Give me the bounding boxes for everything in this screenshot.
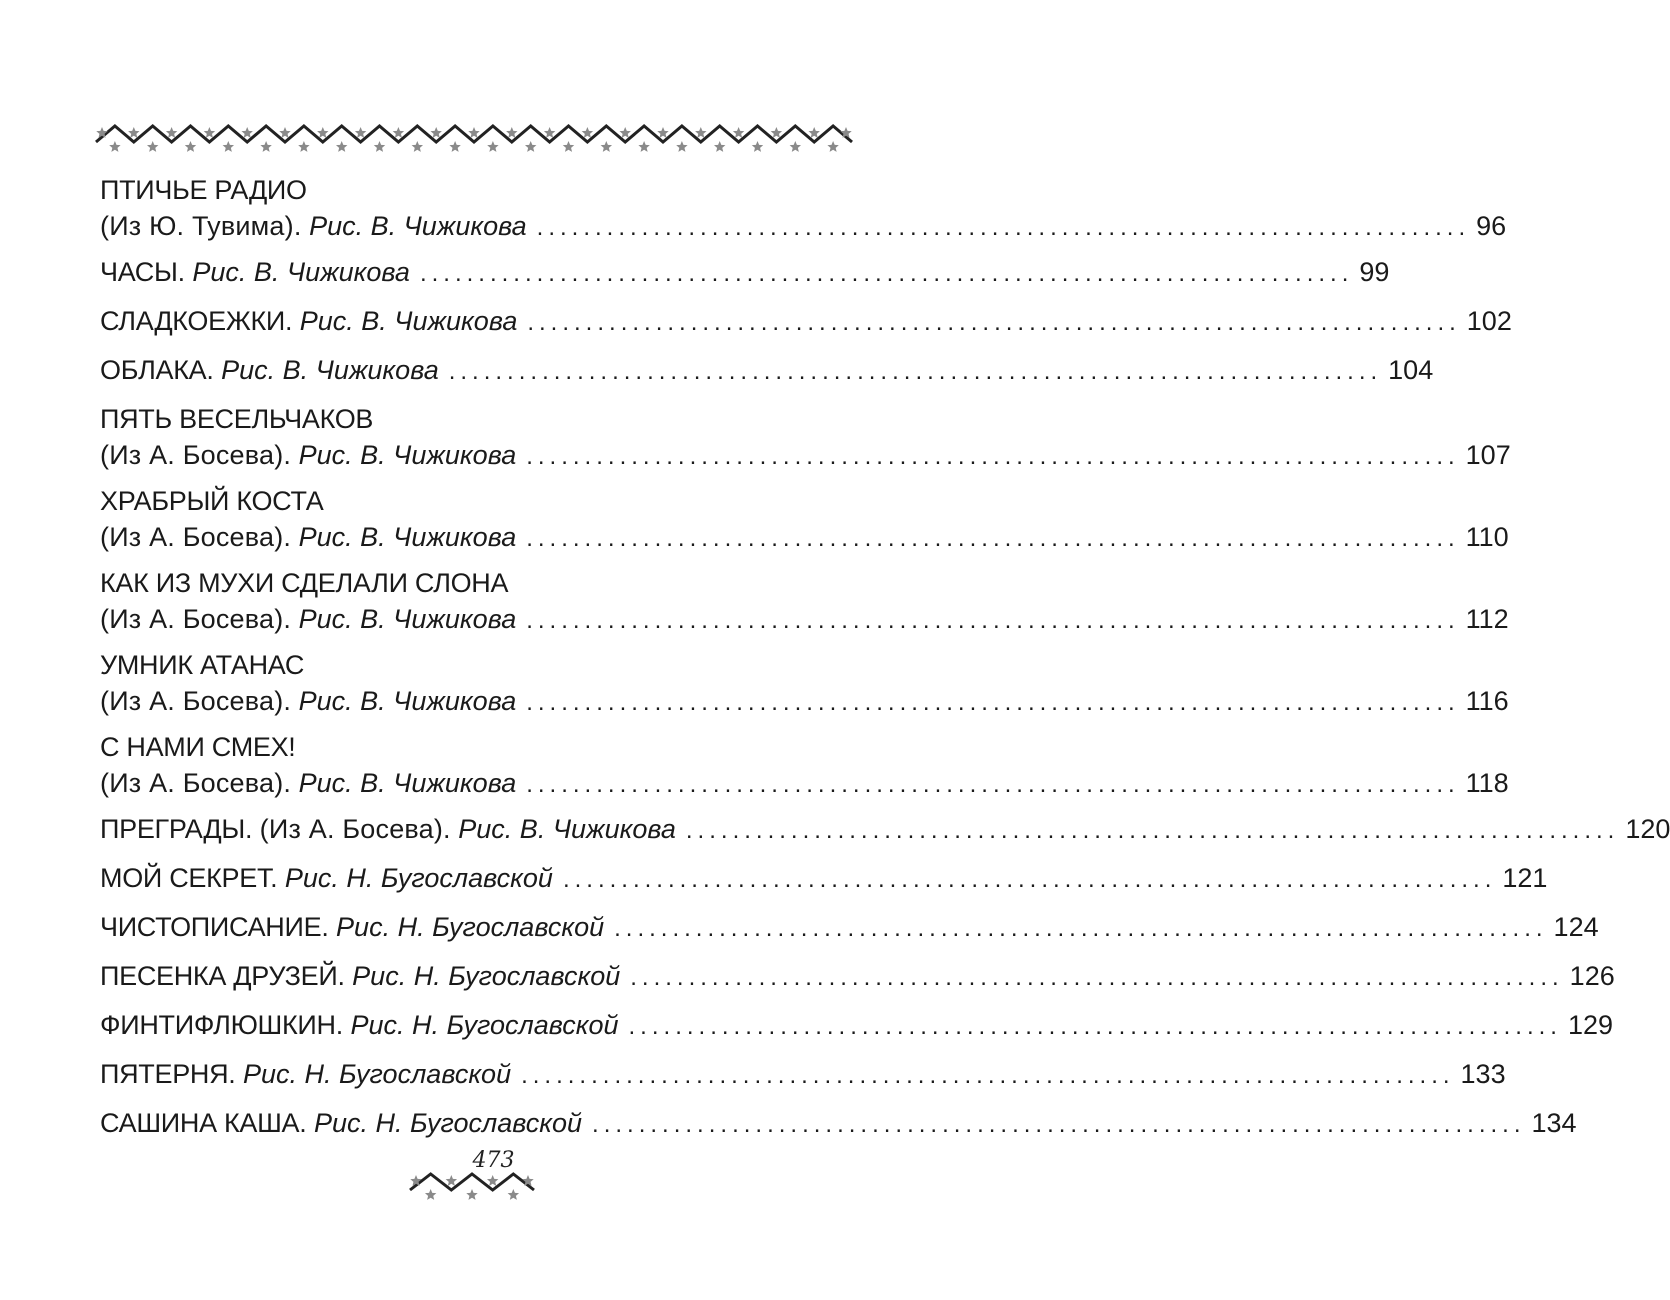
toc-entry-source-note: (Из А. Босева). (100, 604, 292, 634)
toc-entry (100, 172, 1507, 246)
toc-entry-row (100, 1056, 1506, 1094)
toc-entry-page-number: 129 (1567, 1010, 1614, 1040)
toc-entry-illustrator: Рис. В. Чижикова (221, 355, 439, 385)
toc-entry-row (100, 1007, 1614, 1045)
toc-entry-source-note: (Из А. Босева). (100, 522, 292, 552)
toc-entry-source-note: (Из Ю. Тувима). (100, 211, 302, 241)
toc-entry-lead (100, 254, 410, 290)
toc-entry-page-number: 96 (1476, 211, 1507, 241)
toc-entry-page-number: 112 (1465, 604, 1509, 634)
zigzag-star-border-top-icon (96, 120, 852, 154)
toc-entry-row (100, 1105, 1577, 1143)
toc-entry-title: ЧИСТОПИСАНИЕ. (100, 912, 329, 942)
toc-entry-row (100, 765, 1509, 803)
toc-entry-page-number: 116 (1465, 686, 1509, 716)
toc-leader-dots: ................................................................................ (562, 866, 1497, 893)
toc-leader-dots: ................................................................................ (521, 1062, 1455, 1089)
toc-entry-row (100, 958, 1615, 996)
toc-leader-dots: ................................................................................ (685, 817, 1620, 844)
toc-entry-page-number: 126 (1569, 961, 1615, 991)
toc-entry-row (100, 683, 1509, 721)
table-of-contents (100, 172, 1670, 1154)
toc-entry-illustrator: Рис. Н. Бугославской (350, 1010, 619, 1040)
toc-leader-dots: ................................................................................ (614, 915, 1548, 942)
toc-entry-row (100, 437, 1511, 475)
toc-entry (100, 1105, 1577, 1143)
toc-entry (100, 352, 1434, 390)
toc-entry-row (100, 208, 1507, 246)
toc-entry-illustrator: Рис. В. Чижикова (298, 522, 517, 552)
toc-entry-lead (100, 811, 676, 847)
toc-entry-illustrator: Рис. Н. Бугославской (284, 863, 553, 893)
toc-entry-page-number: 118 (1465, 768, 1509, 798)
toc-entry (100, 565, 1509, 639)
toc-leader-dots: ................................................................................ (628, 1013, 1562, 1040)
toc-entry-lead (100, 1105, 582, 1141)
toc-entry-title: ПЕСЕНКА ДРУЗЕЙ. (100, 961, 345, 991)
toc-entry-lead (100, 1056, 511, 1092)
toc-entry-lead (100, 909, 604, 945)
toc-entry-lead (100, 519, 516, 555)
toc-entry (100, 647, 1509, 721)
toc-entry-page-number: 133 (1460, 1059, 1506, 1089)
toc-entry (100, 401, 1511, 475)
toc-entry-title: ПРЕГРАДЫ. (100, 814, 253, 844)
toc-entry-illustrator: Рис. В. Чижикова (299, 306, 518, 336)
toc-entry-lead (100, 958, 620, 994)
toc-entry-row (100, 601, 1509, 639)
toc-entry-title: ХРАБРЫЙ КОСТА (100, 486, 324, 516)
toc-entry-title: КАК ИЗ МУХИ СДЕЛАЛИ СЛОНА (100, 568, 509, 598)
toc-entry-lead (100, 208, 527, 244)
toc-entry-title: СЛАДКОЕЖКИ. (100, 306, 293, 336)
toc-entry-lead (100, 601, 516, 637)
toc-entry-illustrator: Рис. Н. Бугославской (313, 1108, 583, 1138)
toc-entry-lead (100, 683, 516, 719)
toc-entry-page-number: 102 (1466, 306, 1512, 336)
toc-entry-illustrator: Рис. В. Чижикова (192, 257, 410, 287)
toc-entry (100, 811, 1670, 849)
toc-entry-page-number: 134 (1531, 1108, 1577, 1138)
toc-entry-lead (100, 765, 516, 801)
toc-leader-dots: ................................................................................ (630, 964, 1564, 991)
toc-leader-dots: ................................................................................ (448, 358, 1383, 385)
toc-entry-page-number: 99 (1359, 257, 1390, 287)
toc-leader-dots: ................................................................................ (592, 1111, 1526, 1138)
toc-entry (100, 860, 1548, 898)
toc-entry-title: ПЯТЬ ВЕСЕЛЬЧАКОВ (100, 404, 374, 434)
toc-entry-title: ПЯТЕРНЯ. (100, 1059, 236, 1089)
toc-entry-row (100, 860, 1548, 898)
toc-entry-row (100, 254, 1390, 292)
toc-entry-row (100, 909, 1599, 947)
zigzag-star-border-bottom-icon (410, 1168, 534, 1202)
toc-entry-page-number: 120 (1625, 814, 1670, 844)
toc-entry (100, 1007, 1614, 1045)
toc-entry-lead (100, 1007, 619, 1043)
toc-entry-illustrator: Рис. В. Чижикова (298, 604, 517, 634)
toc-entry (100, 254, 1390, 292)
toc-entry-lead (100, 860, 553, 896)
toc-entry-source-note: (Из А. Босева). (259, 814, 451, 844)
toc-entry (100, 729, 1509, 803)
toc-entry-source-note: (Из А. Босева). (100, 768, 292, 798)
toc-entry-title: ФИНТИФЛЮШКИН. (100, 1010, 343, 1040)
toc-entry (100, 1056, 1506, 1094)
toc-leader-dots: ................................................................................ (526, 771, 1460, 798)
toc-entry-page-number: 121 (1502, 863, 1548, 893)
toc-entry-page-number: 110 (1465, 522, 1509, 552)
toc-entry-title: САШИНА КАША. (100, 1108, 307, 1138)
toc-entry-illustrator: Рис. В. Чижикова (298, 768, 517, 798)
toc-entry-illustrator: Рис. В. Чижикова (298, 686, 517, 716)
toc-entry-title: МОЙ СЕКРЕТ. (100, 863, 278, 893)
toc-leader-dots: ................................................................................ (526, 607, 1460, 634)
toc-leader-dots: ................................................................................ (526, 443, 1460, 470)
toc-entry (100, 303, 1512, 341)
toc-entry-illustrator: Рис. Н. Бугославской (336, 912, 605, 942)
toc-entry-source-note: (Из А. Босева). (100, 440, 292, 470)
toc-entry-illustrator: Рис. Н. Бугославской (243, 1059, 512, 1089)
toc-entry-row (100, 811, 1670, 849)
toc-entry-lead (100, 352, 439, 388)
toc-entry-illustrator: Рис. Н. Бугославской (352, 961, 621, 991)
toc-leader-dots: ................................................................................ (536, 214, 1471, 241)
toc-entry-page-number: 124 (1553, 912, 1599, 942)
toc-entry-lead (100, 437, 516, 473)
toc-entry-row (100, 352, 1434, 390)
toc-leader-dots: ................................................................................ (419, 260, 1354, 287)
toc-entry-page-number: 107 (1465, 440, 1511, 470)
toc-entry-illustrator: Рис. В. Чижикова (458, 814, 676, 844)
toc-leader-dots: ................................................................................ (527, 309, 1461, 336)
toc-entry (100, 958, 1615, 996)
toc-entry (100, 483, 1509, 557)
toc-entry-source-note: (Из А. Босева). (100, 686, 292, 716)
page-number: 473 (472, 1148, 515, 1173)
toc-entry-illustrator: Рис. В. Чижикова (298, 440, 517, 470)
toc-entry-title: ОБЛАКА. (100, 355, 214, 385)
toc-leader-dots: ................................................................................ (526, 689, 1460, 716)
toc-entry (100, 909, 1599, 947)
toc-leader-dots: ................................................................................ (526, 525, 1460, 552)
toc-entry-page-number: 104 (1388, 355, 1434, 385)
toc-entry-title: С НАМИ СМЕХ! (100, 732, 296, 762)
toc-entry-title: ПТИЧЬЕ РАДИО (100, 175, 307, 205)
toc-entry-lead (100, 303, 517, 339)
toc-entry-title: ЧАСЫ. (100, 257, 185, 287)
toc-entry-title: УМНИК АТАНАС (100, 650, 305, 680)
toc-entry-row (100, 519, 1509, 557)
toc-entry-row (100, 303, 1512, 341)
toc-entry-illustrator: Рис. В. Чижикова (309, 211, 527, 241)
